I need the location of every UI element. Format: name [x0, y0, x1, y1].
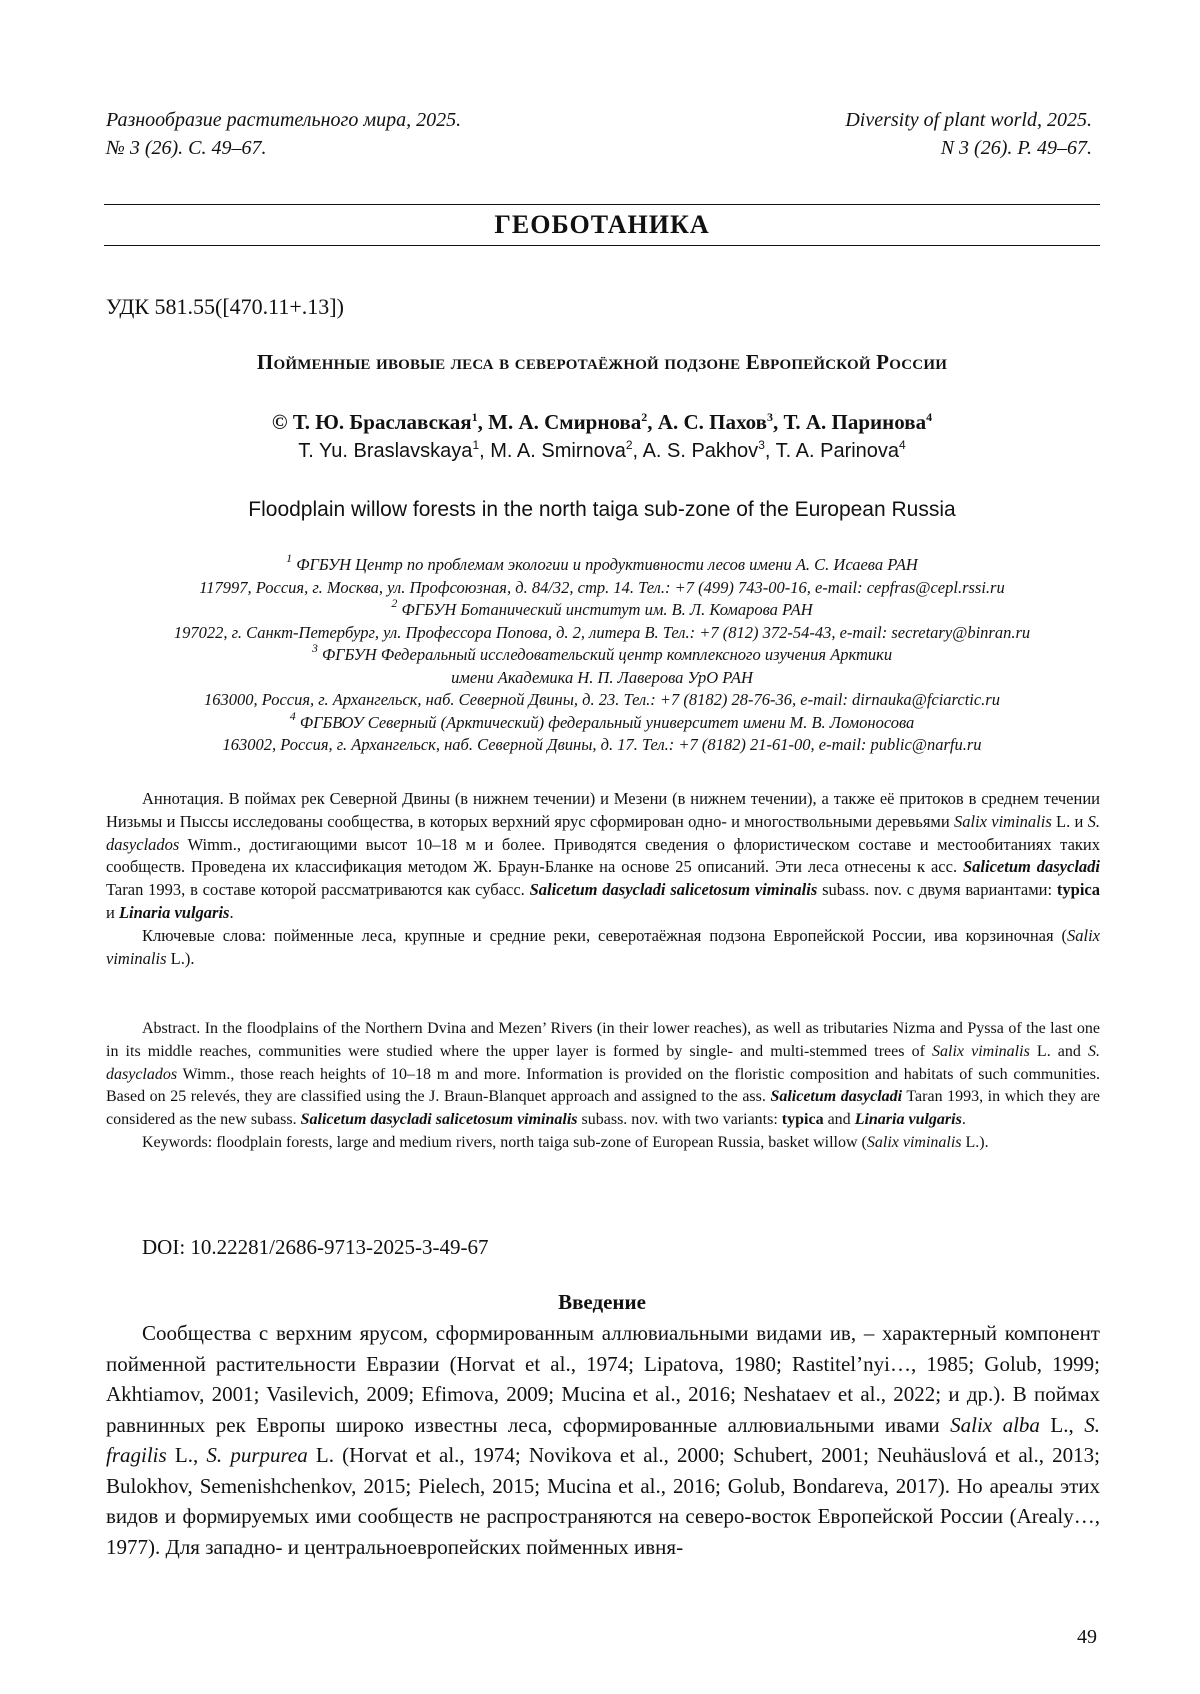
intro-paragraph: Сообщества с верхним ярусом, сформированным аллювиальными видами ив, – характерный компонент пойменной растительности Евразии (Horvat et al., 1974; Lipatova, 1980; Rastitel’nyi…, 1985; Golub, 1999; Akhtiamov, 2001; Vasilevich, 2009; Efimova, 2009; Mucina et al., 2016; Neshataev et al., 2022; и др.). В поймах равнинных рек Европы широко известны леса, сформированные аллювиальными ивами Salix alba L., S. fragilis L., S. purpurea L. (Horvat et al., 1974; Novikova et al., 2000; Schubert, 2001; Neuhäuslová et al., 2013; Bulokhov, Semenishchenkov, 2015; Pielech, 2015; Mucina et al., 2016; Golub, Bondareva, 2017). Но ареалы этих видов и формируемых ими сообществ не распространяются на северо-восток Европейской России (Arealy…, 1977). Для западно- и центральноевропейских пойменных ивня- — [106, 1318, 1100, 1562]
author-ru-2: М. А. Смирнова2 — [488, 410, 647, 434]
authors-ru: © Т. Ю. Браславская1, М. А. Смирнова2, А. С. Пахов3, Т. А. Паринова4 — [104, 410, 1100, 435]
affiliation-1-org: 1 ФГБУН Центр по проблемам экологии и продуктивности лесов имени А. С. Исаева РАН — [104, 554, 1100, 577]
annotation-ru-block — [106, 788, 1100, 970]
section-title: ГЕОБОТАНИКА — [104, 210, 1100, 240]
affiliation-3-address: 163000, Россия, г. Архангельск, наб. Северной Двины, д. 23. Тел.: +7 (8182) 28-76-36, e-mail: dirnauka@fciarctic.ru — [104, 689, 1100, 712]
section-rule-bottom — [104, 245, 1100, 246]
authors-en: T. Yu. Braslavskaya1, M. A. Smirnova2, A. S. Pakhov3, T. A. Parinova4 — [104, 440, 1100, 463]
author-en-2: M. A. Smirnova2 — [490, 440, 632, 462]
affiliation-3-org: 3 ФГБУН Федеральный исследовательский центр комплексного изучения Арктики — [104, 644, 1100, 667]
running-header-ru — [106, 106, 461, 162]
header-journal-en: Diversity of plant world, 2025. — [845, 106, 1092, 134]
article-title-ru: Пойменные ивовые леса в северотаёжной подзоне Европейской России — [104, 350, 1100, 375]
author-en-4: T. A. Parinova4 — [776, 440, 906, 462]
affiliation-4-address: 163002, Россия, г. Архангельск, наб. Северной Двины, д. 17. Тел.: +7 (8182) 21-61-00, e-mail: public@narfu.ru — [104, 734, 1100, 757]
header-issue-en: N 3 (26). P. 49–67. — [845, 134, 1092, 162]
intro-heading: Введение — [104, 1290, 1100, 1315]
journal-page — [0, 0, 1200, 1694]
article-title-en: Floodplain willow forests in the north taiga sub-zone of the European Russia — [104, 498, 1100, 522]
abstract-en: Abstract. In the floodplains of the Northern Dvina and Mezen’ Rivers (in their lower reaches), as well as tributaries Nizma and Pyssa of the last one in its middle reaches, communities were studied where the upper layer is formed by single- and multi-stemmed trees of Salix viminalis L. and S. dasyclados Wimm., those reach heights of 10–18 m and more. Information is provided on the floristic composition and habitats of such communities. Based on 25 relevés, they are classified using the J. Braun-Blanquet approach and assigned to the ass. Salicetum dasycladi Taran 1993, in which they are considered as the new subass. Salicetum dasycladi salicetosum viminalis subass. nov. with two variants: typica and Linaria vulgaris. — [106, 1018, 1100, 1132]
doi: DOI: 10.22281/2686-9713-2025-3-49-67 — [142, 1235, 488, 1260]
header-journal-ru: Разнообразие растительного мира, 2025. — [106, 106, 461, 134]
header-issue-ru: № 3 (26). С. 49–67. — [106, 134, 461, 162]
keywords-ru: Ключевые слова: пойменные леса, крупные и средние реки, северотаёжная подзона Европейской России, ива корзиночная (Salix viminalis L.). — [106, 925, 1100, 971]
affiliation-3-org-cont: имени Академика Н. П. Лаверова УрО РАН — [104, 667, 1100, 690]
abstract-en-block — [106, 1018, 1100, 1155]
author-ru-3: А. С. Пахов3 — [658, 410, 773, 434]
affiliation-4-org: 4 ФГБВОУ Северный (Арктический) федеральный университет имени М. В. Ломоносова — [104, 712, 1100, 735]
keywords-en: Keywords: floodplain forests, large and medium rivers, north taiga sub-zone of European Russia, basket willow (Salix viminalis L.). — [106, 1132, 1100, 1155]
running-header-en — [845, 106, 1092, 162]
udc-code: УДК 581.55([470.11+.13]) — [106, 294, 344, 320]
author-en-3: A. S. Pakhov3 — [643, 440, 765, 462]
author-en-1: T. Yu. Braslavskaya1 — [298, 440, 479, 462]
annotation-ru: Аннотация. В поймах рек Северной Двины (в нижнем течении) и Мезени (в нижнем течении), а также её притоков в среднем течении Низьмы и Пыссы исследованы сообщества, в которых верхний ярус сформирован одно- и многоствольными деревьями Salix viminalis L. и S. dasyclados Wimm., достигающими высот 10–18 м и более. Приводятся сведения о флористическом составе и местообитаниях таких сообществ. Проведена их классификация методом Ж. Браун-Бланке на основе 25 описаний. Эти леса отнесены к асс. Salicetum dasycladi Taran 1993, в составе которой рассматриваются как субасс. Salicetum dasycladi salicetosum viminalis subass. nov. с двумя вариантами: typica и Linaria vulgaris. — [106, 788, 1100, 925]
affiliation-1-address: 117997, Россия, г. Москва, ул. Профсоюзная, д. 84/32, стр. 14. Тел.: +7 (499) 743-00-16, e-mail: cepfras@cepl.rssi.ru — [104, 577, 1100, 600]
author-ru-4: Т. А. Паринова4 — [783, 410, 932, 434]
author-ru-1: © Т. Ю. Браславская1 — [272, 410, 478, 434]
section-rule-top — [104, 204, 1100, 205]
affiliations — [104, 554, 1100, 757]
affiliation-2-org: 2 ФГБУН Ботанический институт им. В. Л. Комарова РАН — [104, 599, 1100, 622]
page-number: 49 — [1077, 1626, 1097, 1649]
affiliation-2-address: 197022, г. Санкт-Петербург, ул. Профессора Попова, д. 2, литера В. Тел.: +7 (812) 372-54-43, e-mail: secretary@binran.ru — [104, 622, 1100, 645]
intro-body — [106, 1318, 1100, 1562]
